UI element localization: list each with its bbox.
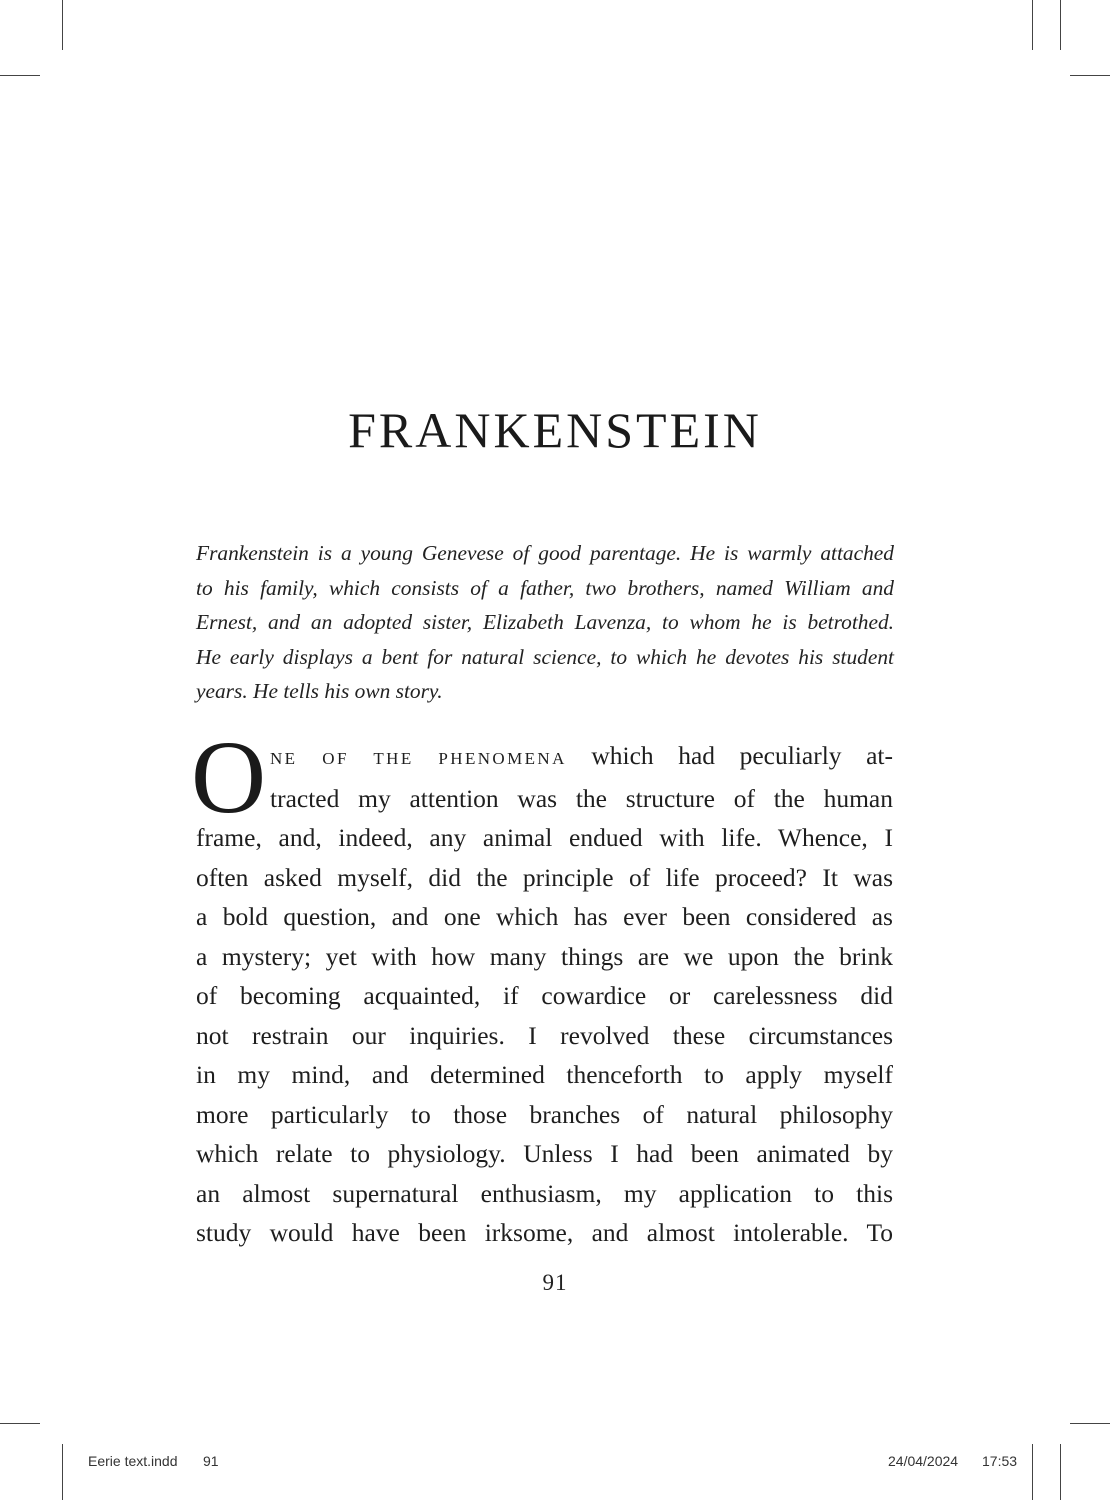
first-line-rest: which had peculiarly at- [566,741,893,770]
body-line: tracted my attention was the structure of the human [270,783,893,813]
crop-mark [1070,1423,1110,1424]
body-line: study would have been irksome, and almost intolerable. To [196,1218,893,1247]
synopsis-line: Frankenstein is a young Genevese of good parentage. He is warmly attached [196,541,894,565]
crop-mark [0,1423,40,1424]
body-line: frame, and, indeed, any animal endued with life. Whence, I [196,823,893,852]
slug-page: 91 [203,1453,219,1469]
body-line: often asked myself, did the principle of life proceed? It was [196,862,893,892]
crop-mark [1032,1444,1033,1500]
slug-filename: Eerie text.indd [88,1453,178,1469]
synopsis-line: Ernest, and an adopted sister, Elizabeth Lavenza, to whom he is betrothed. [196,610,894,635]
crop-mark [1060,0,1061,50]
body-line: in my mind, and determined thenceforth to apply myself [196,1060,893,1089]
page-number: 91 [542,1270,568,1295]
crop-mark [62,1444,63,1500]
body-line: more particularly to those branches of natural philosophy [196,1099,893,1129]
body-line: which relate to physiology. Unless I had been animated by [196,1139,893,1168]
drop-cap: O [191,720,267,835]
body-line: of becoming acquainted, if cowardice or carelessness did [196,981,893,1010]
lead-in-smallcaps: NE OF THE PHENOMENA [270,749,567,768]
body-line: not restrain our inquiries. I revolved these circumstances [196,1020,893,1050]
body-line: an almost supernatural enthusiasm, my application to this [196,1178,893,1208]
body-line: a mystery; yet with how many things are we upon the brink [196,941,893,971]
body-line [196,736,893,779]
crop-mark [1070,75,1110,76]
crop-mark [1060,1444,1061,1500]
chapter-title: FRANKENSTEIN [348,402,762,458]
chapter-synopsis [196,536,894,709]
crop-mark [62,0,63,50]
crop-mark [1032,0,1033,50]
body-paragraph [191,720,893,1253]
synopsis-line: years. He tells his own story. [196,679,443,704]
body-line: a bold question, and one which has ever been considered as [196,902,893,931]
synopsis-line: He early displays a bent for natural science, to which he devotes his student [196,644,894,669]
synopsis-line: to his family, which consists of a father, two brothers, named William and [196,575,894,600]
crop-mark [0,75,40,76]
slug-time: 17:53 [982,1453,1018,1469]
slug-date: 24/04/2024 [888,1453,959,1469]
